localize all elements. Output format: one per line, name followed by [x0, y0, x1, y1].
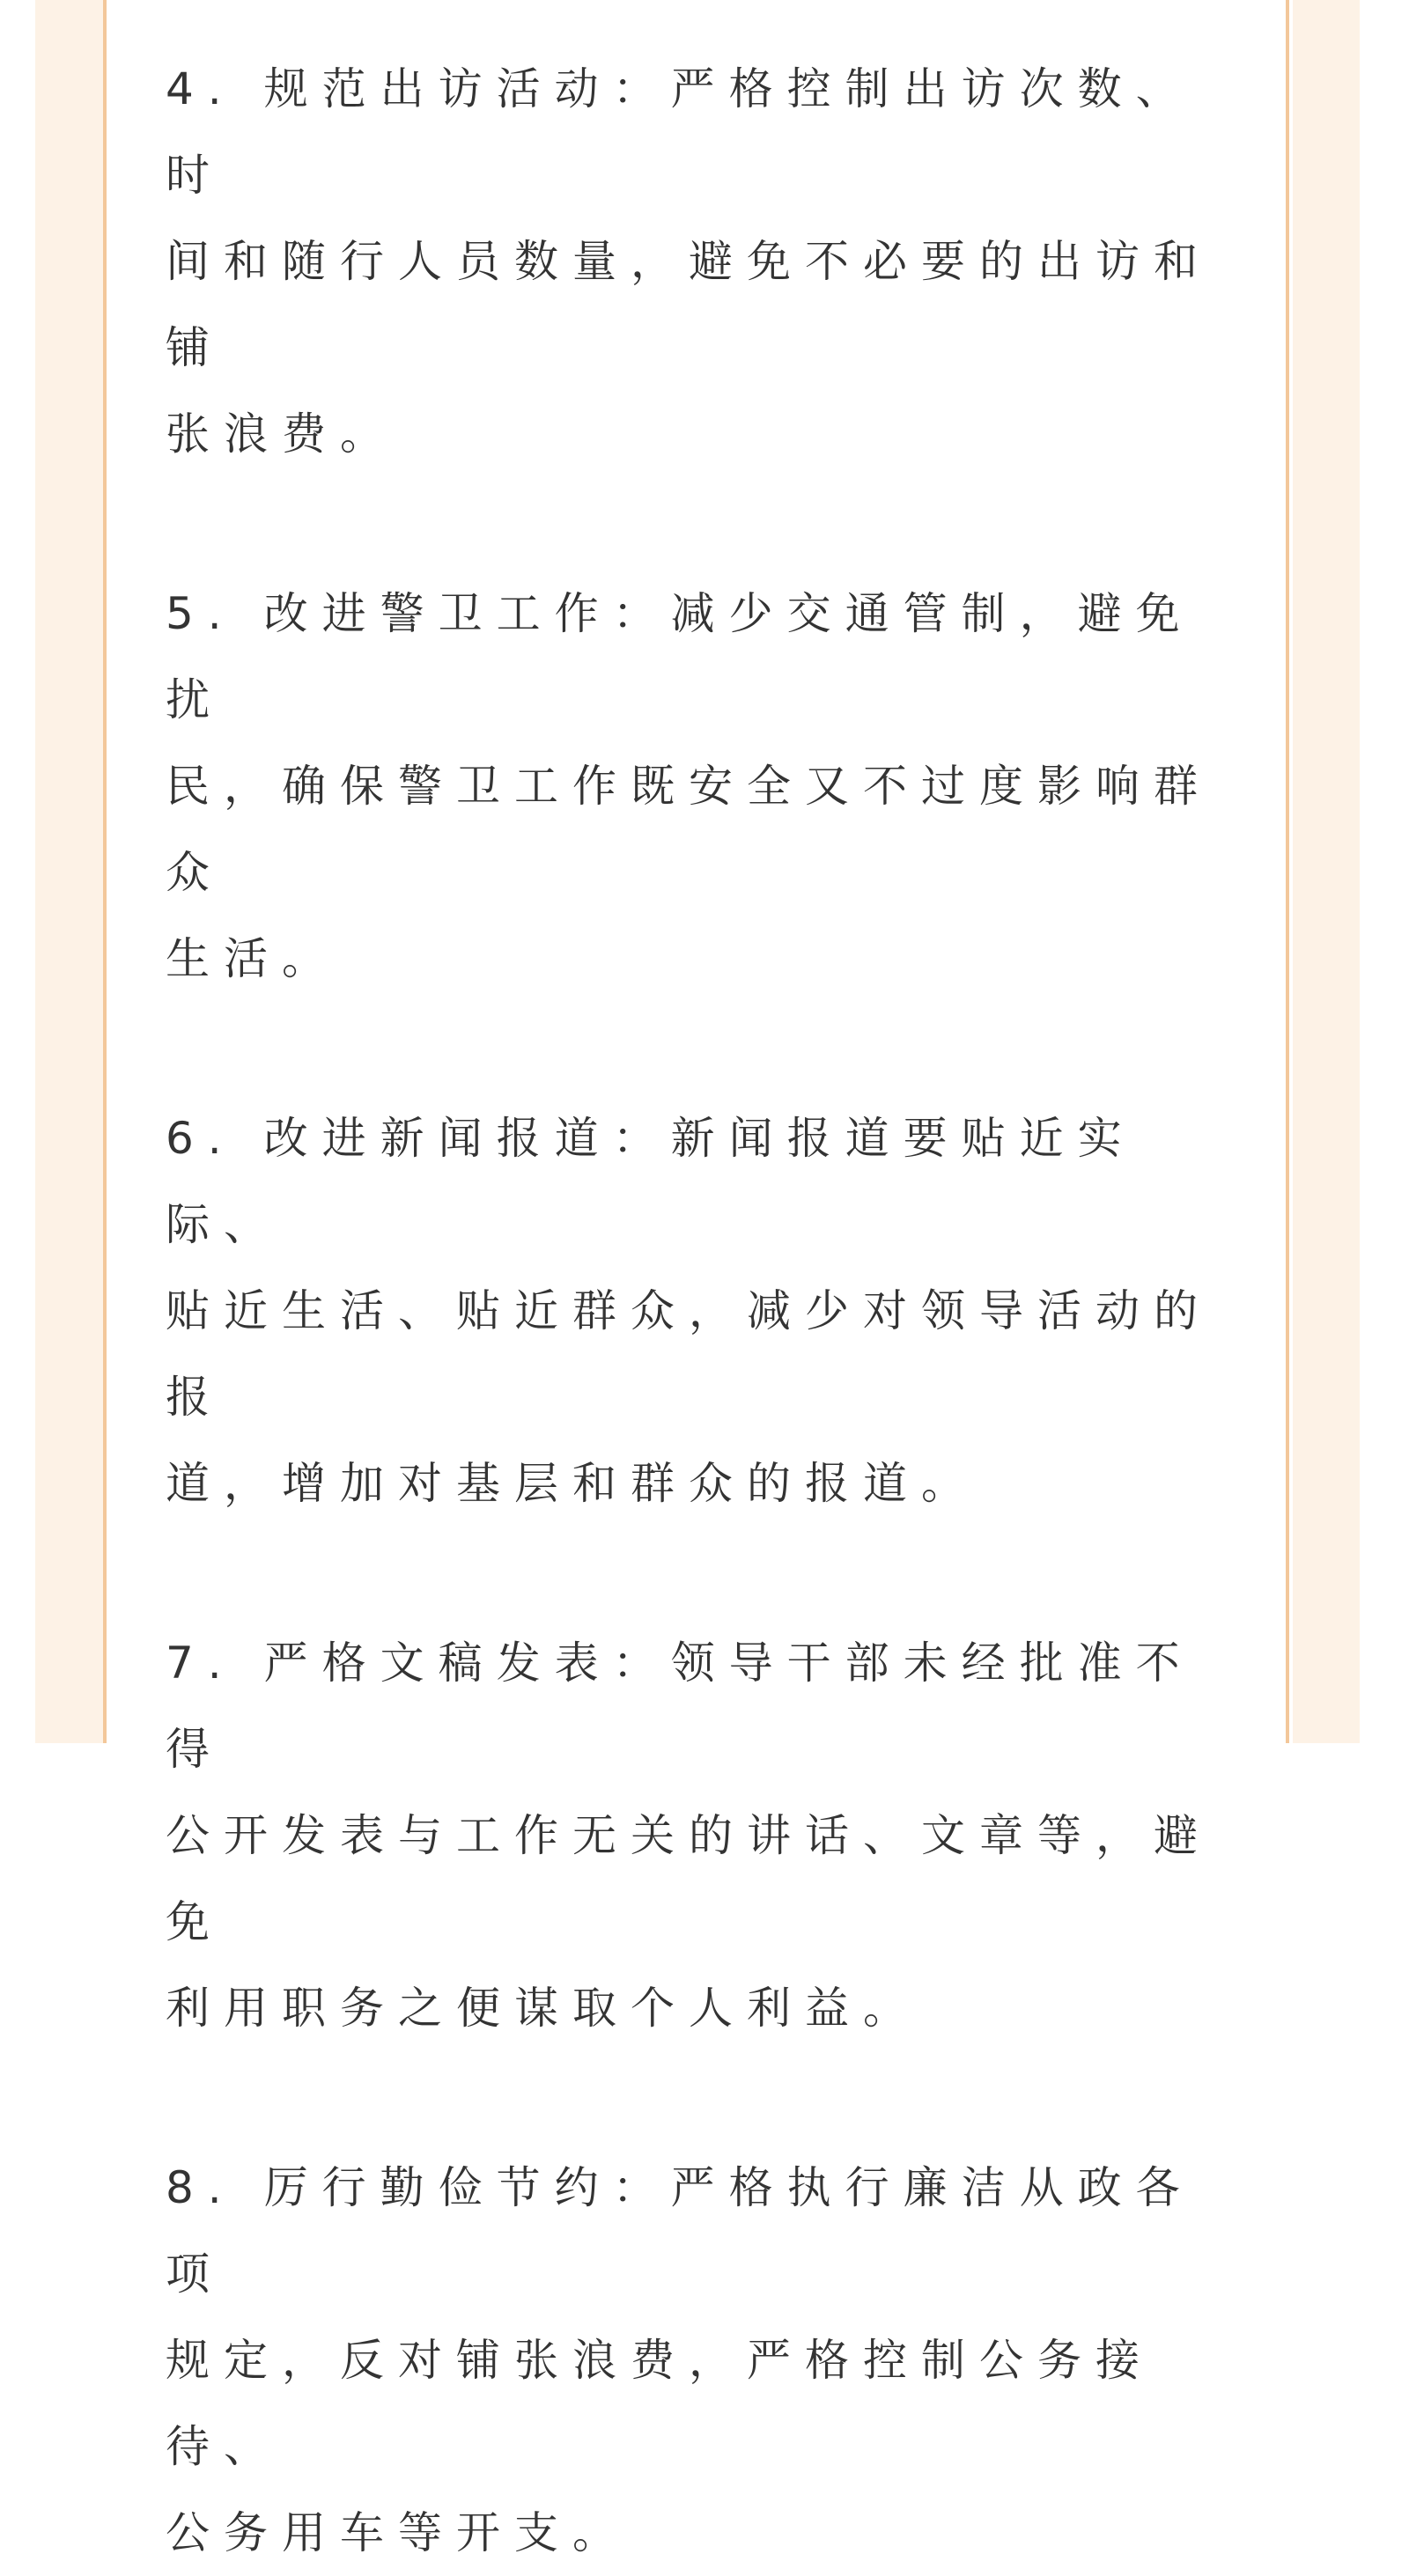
article-content: [166, 46, 1233, 2576]
list-item: 4. 规范出访活动：严格控制出访次数、时 间和随行人员数量，避免不必要的出访和铺 张浪费。: [166, 63, 1212, 460]
right-background-band: [1293, 0, 1360, 1743]
list-item: 6. 改进新闻报道：新闻报道要贴近实际、 贴近生活、贴近群众，减少对领导活动的报 道，增加对基层和群众的报道。: [166, 1113, 1212, 1509]
left-background-band: [35, 0, 106, 1743]
list-item: 5. 改进警卫工作：减少交通管制，避免扰 民，确保警卫工作既安全又不过度影响群众 生活。: [166, 588, 1212, 984]
list-item: 8. 厉行勤俭节约：严格执行廉洁从政各项 规定，反对铺张浪费，严格控制公务接待、 公务用车等开支。: [166, 2162, 1194, 2558]
list-item: 7. 严格文稿发表：领导干部未经批准不得 公开发表与工作无关的讲话、文章等，避免 利用职务之便谋取个人利益。: [166, 1638, 1212, 2034]
